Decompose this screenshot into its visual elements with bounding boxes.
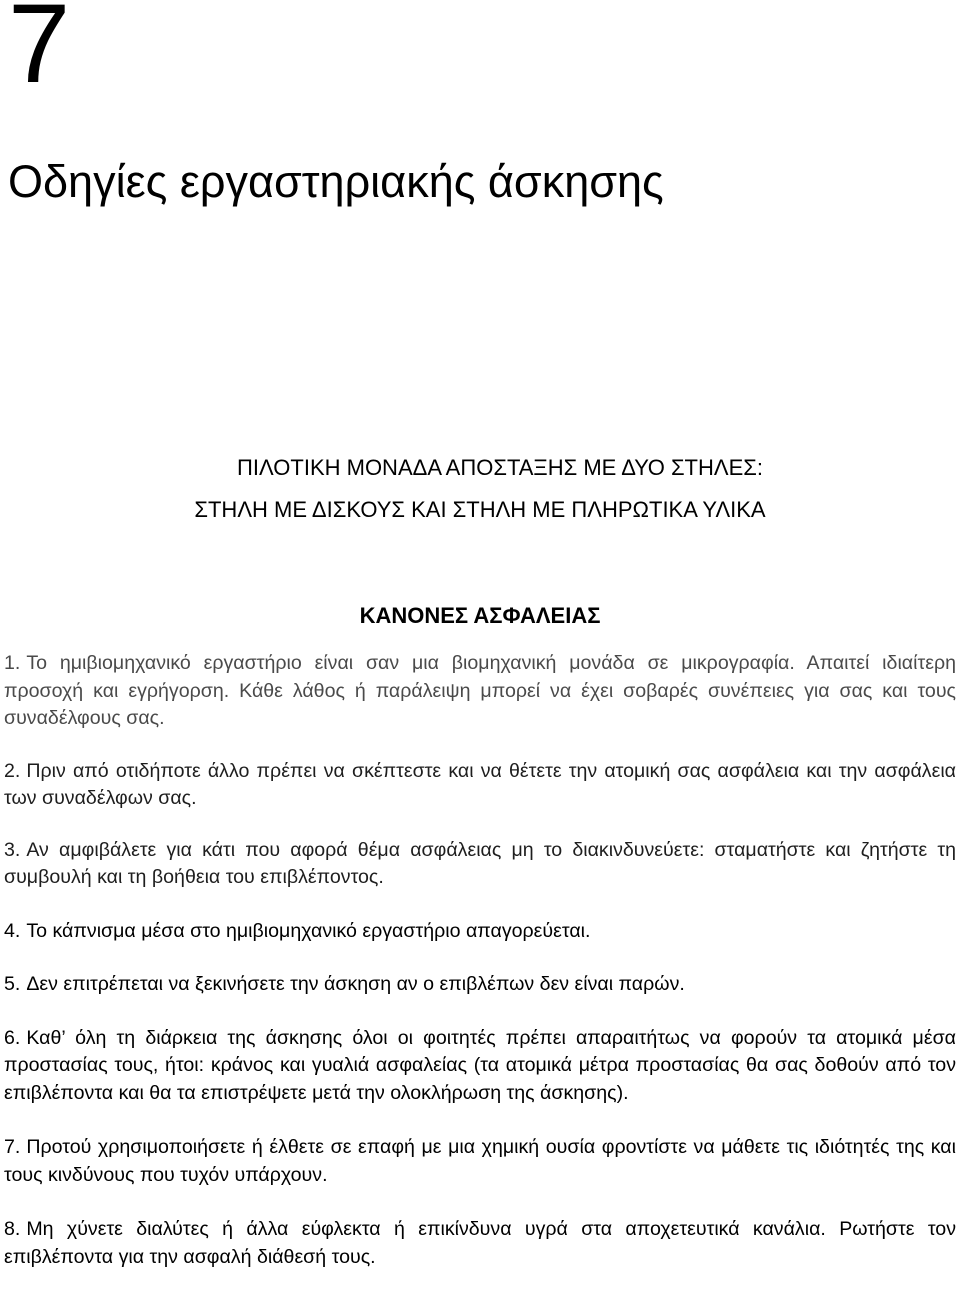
chapter-title: Οδηγίες εργαστηριακής άσκησης (8, 156, 664, 207)
rule-item (4, 650, 956, 733)
rule-number: 2. (4, 759, 21, 782)
subtitle-line-1: ΠΙΛΟΤΙΚΗ ΜΟΝΑΔΑ ΑΠΟΣΤΑΞΗΣ ΜΕ ΔΥΟ ΣΤΗΛΕΣ: (237, 455, 763, 480)
rule-text: Αν αμφιβάλετε για κάτι που αφορά θέμα ασφάλειας μη το διακινδυνεύετε: σταματήστε και ζητήστε τη συμβουλή και τη βοήθεια του επιβλέποντος. (4, 838, 956, 888)
rule-text: Προτού χρησιμοποιήσετε ή έλθετε σε επαφή με μια χημική ουσία φροντίστε να μάθετε τις ιδιότητές της και τους κινδύνους που τυχόν υπάρχουν. (4, 1136, 956, 1186)
rule-item (4, 837, 956, 892)
rule-text: Το ημιβιομηχανικό εργαστήριο είναι σαν μια βιομηχανική μονάδα σε μικρογραφία. Απαιτεί ιδιαίτερη προσοχή και εγρήγορση. Κάθε λάθος ή παράλειψη μπορεί να έχει σοβαρές συνέπειες για σας και τους συναδέλφους σας. (4, 652, 956, 729)
rule-text: Το κάπνισμα μέσα στο ημιβιομηχανικό εργαστήριο απαγορεύεται. (26, 919, 591, 942)
rule-number: 8. (4, 1218, 21, 1240)
rule-item (4, 758, 956, 813)
rule-item (4, 1025, 956, 1108)
rule-item (4, 971, 956, 999)
rule-number: 5. (4, 973, 21, 995)
rule-number: 6. (4, 1026, 21, 1049)
rule-text: Δεν επιτρέπεται να ξεκινήσετε την άσκηση αν ο επιβλέπων δεν είναι παρών. (26, 973, 685, 995)
rule-number: 1. (4, 652, 21, 674)
rule-item (4, 1134, 956, 1189)
rule-item (4, 1216, 956, 1271)
rule-text: Καθ’ όλη τη διάρκεια της άσκησης όλοι οι φοιτητές πρέπει απαραιτήτως να φορούν τα ατομικά μέσα προστασίας τους, ήτοι: κράνος και γυαλιά ασφαλείας (τα ατομικά μέτρα προστασίας θα σας δοθούν από τον επιβλέποντα και θα τα επιστρέψετε μετά την ολοκλήρωση της άσκησης). (4, 1026, 956, 1104)
rule-number: 3. (4, 838, 21, 861)
rule-item (4, 918, 956, 946)
rule-number: 7. (4, 1136, 21, 1158)
section-heading: ΚΑΝΟΝΕΣ ΑΣΦΑΛΕΙΑΣ (359, 603, 601, 628)
subtitle-line-2: ΣΤΗΛΗ ΜΕ ΔΙΣΚΟΥΣ ΚΑΙ ΣΤΗΛΗ ΜΕ ΠΛΗΡΩΤΙΚΑ ΥΛΙΚΑ (194, 497, 766, 522)
rule-text: Μη χύνετε διαλύτες ή άλλα εύφλεκτα ή επικίνδυνα υγρά στα αποχετευτικά κανάλια. Ρωτήστε τον επιβλέποντα για την ασφαλή διάθεσή τους. (4, 1218, 956, 1268)
rule-text: Πριν από οτιδήποτε άλλο πρέπει να σκέπτεστε και να θέτετε την ατομική σας ασφάλεια και την ασφάλεια των συναδέλφων σας. (4, 759, 956, 809)
rule-number: 4. (4, 919, 21, 942)
chapter-number: 7 (8, 0, 71, 106)
safety-rules-list (4, 650, 956, 1271)
